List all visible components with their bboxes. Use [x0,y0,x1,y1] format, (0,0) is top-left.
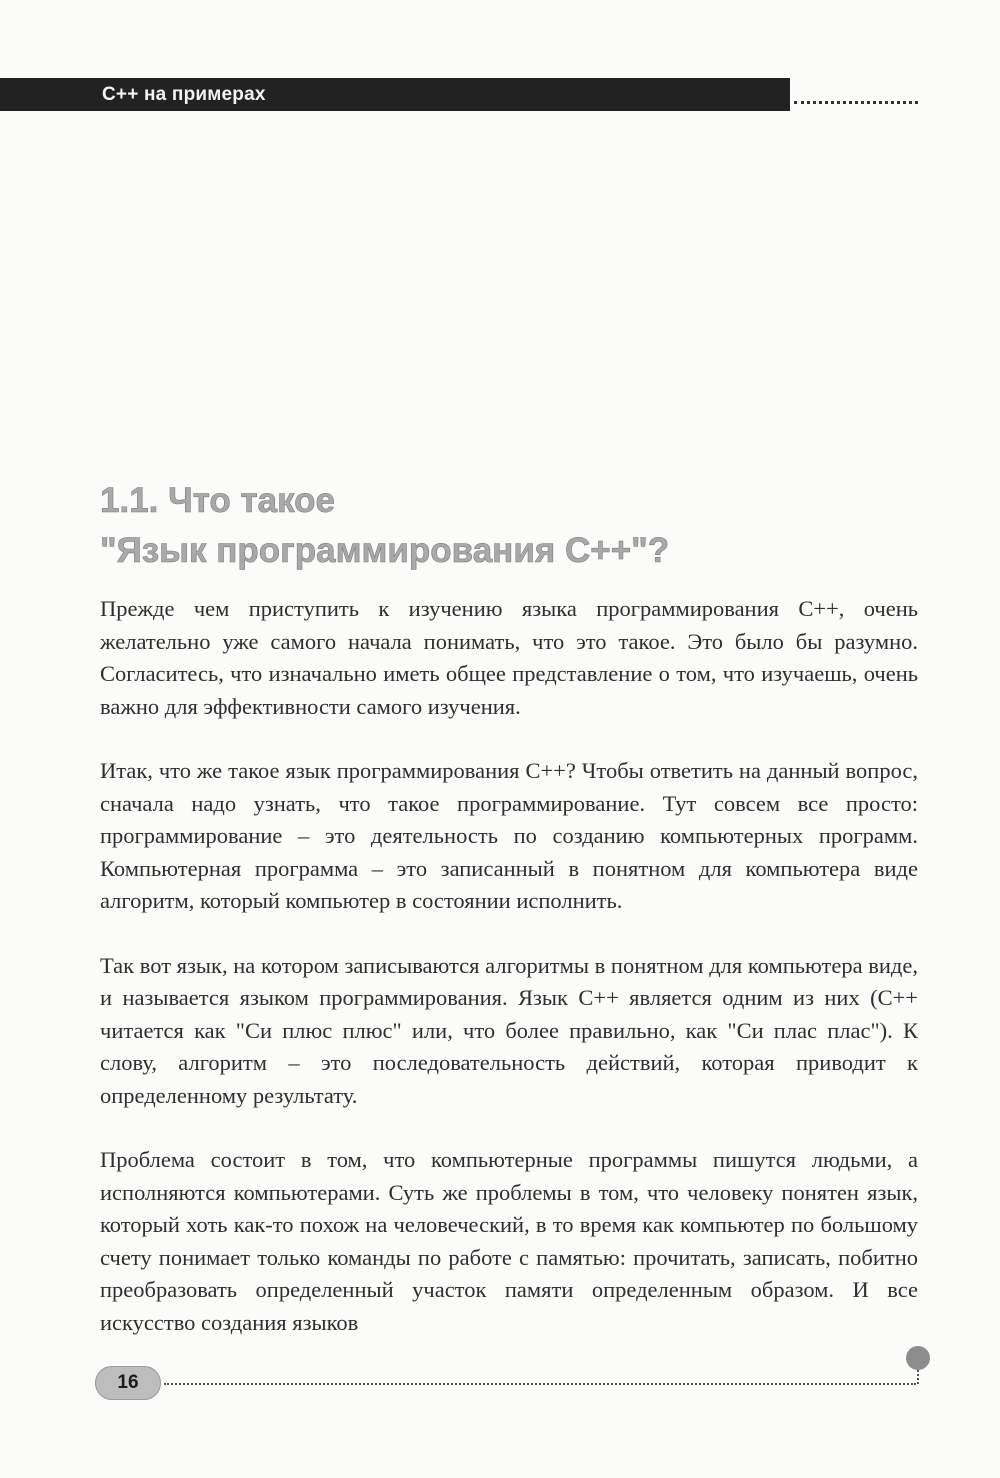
page-number-badge: 16 [95,1366,161,1400]
body-text [100,593,918,1371]
header-dotted-rule [794,101,918,104]
section-heading-line-2: "Язык программирования С++"? [100,531,670,570]
footer-end-connector [917,1370,919,1384]
paragraph: Проблема состоит в том, что компьютерные программы пишутся людьми, а исполняются компьютерами. Суть же проблемы в том, что человеку понятен язык, который хоть как-то похож на человеческий, в то время как компьютер по большому счету понимает только команды по работе с памятью: прочитать, записать, побитно преобразовать определенный участок памяти определенным образом. И все искусство создания языков [100,1147,918,1335]
paragraph: Итак, что же такое язык программирования С++? Чтобы ответить на данный вопрос, сначала надо узнать, что такое программирование. Тут совсем все просто: программирование – это деятельность по созданию компьютерных программ. Компьютерная программа – это записанный в понятном для компьютера виде алгоритм, который компьютер в состоянии исполнить. [100,758,918,913]
running-title: C++ на примерах [102,84,266,105]
footer-end-dot-icon [906,1346,930,1370]
section-heading [100,476,920,576]
section-heading-line-1: 1.1. Что такое [100,481,335,520]
paragraph: Прежде чем приступить к изучению языка программирования С++, очень желательно уже самого начала понимать, что это такое. Это было бы разумно. Согласитесь, что изначально иметь общее представление о том, что изучаешь, очень важно для эффективности самого изучения. [100,596,918,719]
footer-dotted-rule [164,1383,916,1385]
paragraph: Так вот язык, на котором записываются алгоритмы в понятном для компьютера виде, и называется языком программирования. Язык С++ является одним из них (С++ читается как "Си плюс плюс" или, что более правильно, как "Си плас плас"). К слову, алгоритм – это последовательность действий, которая приводит к определенному результату. [100,952,918,1108]
